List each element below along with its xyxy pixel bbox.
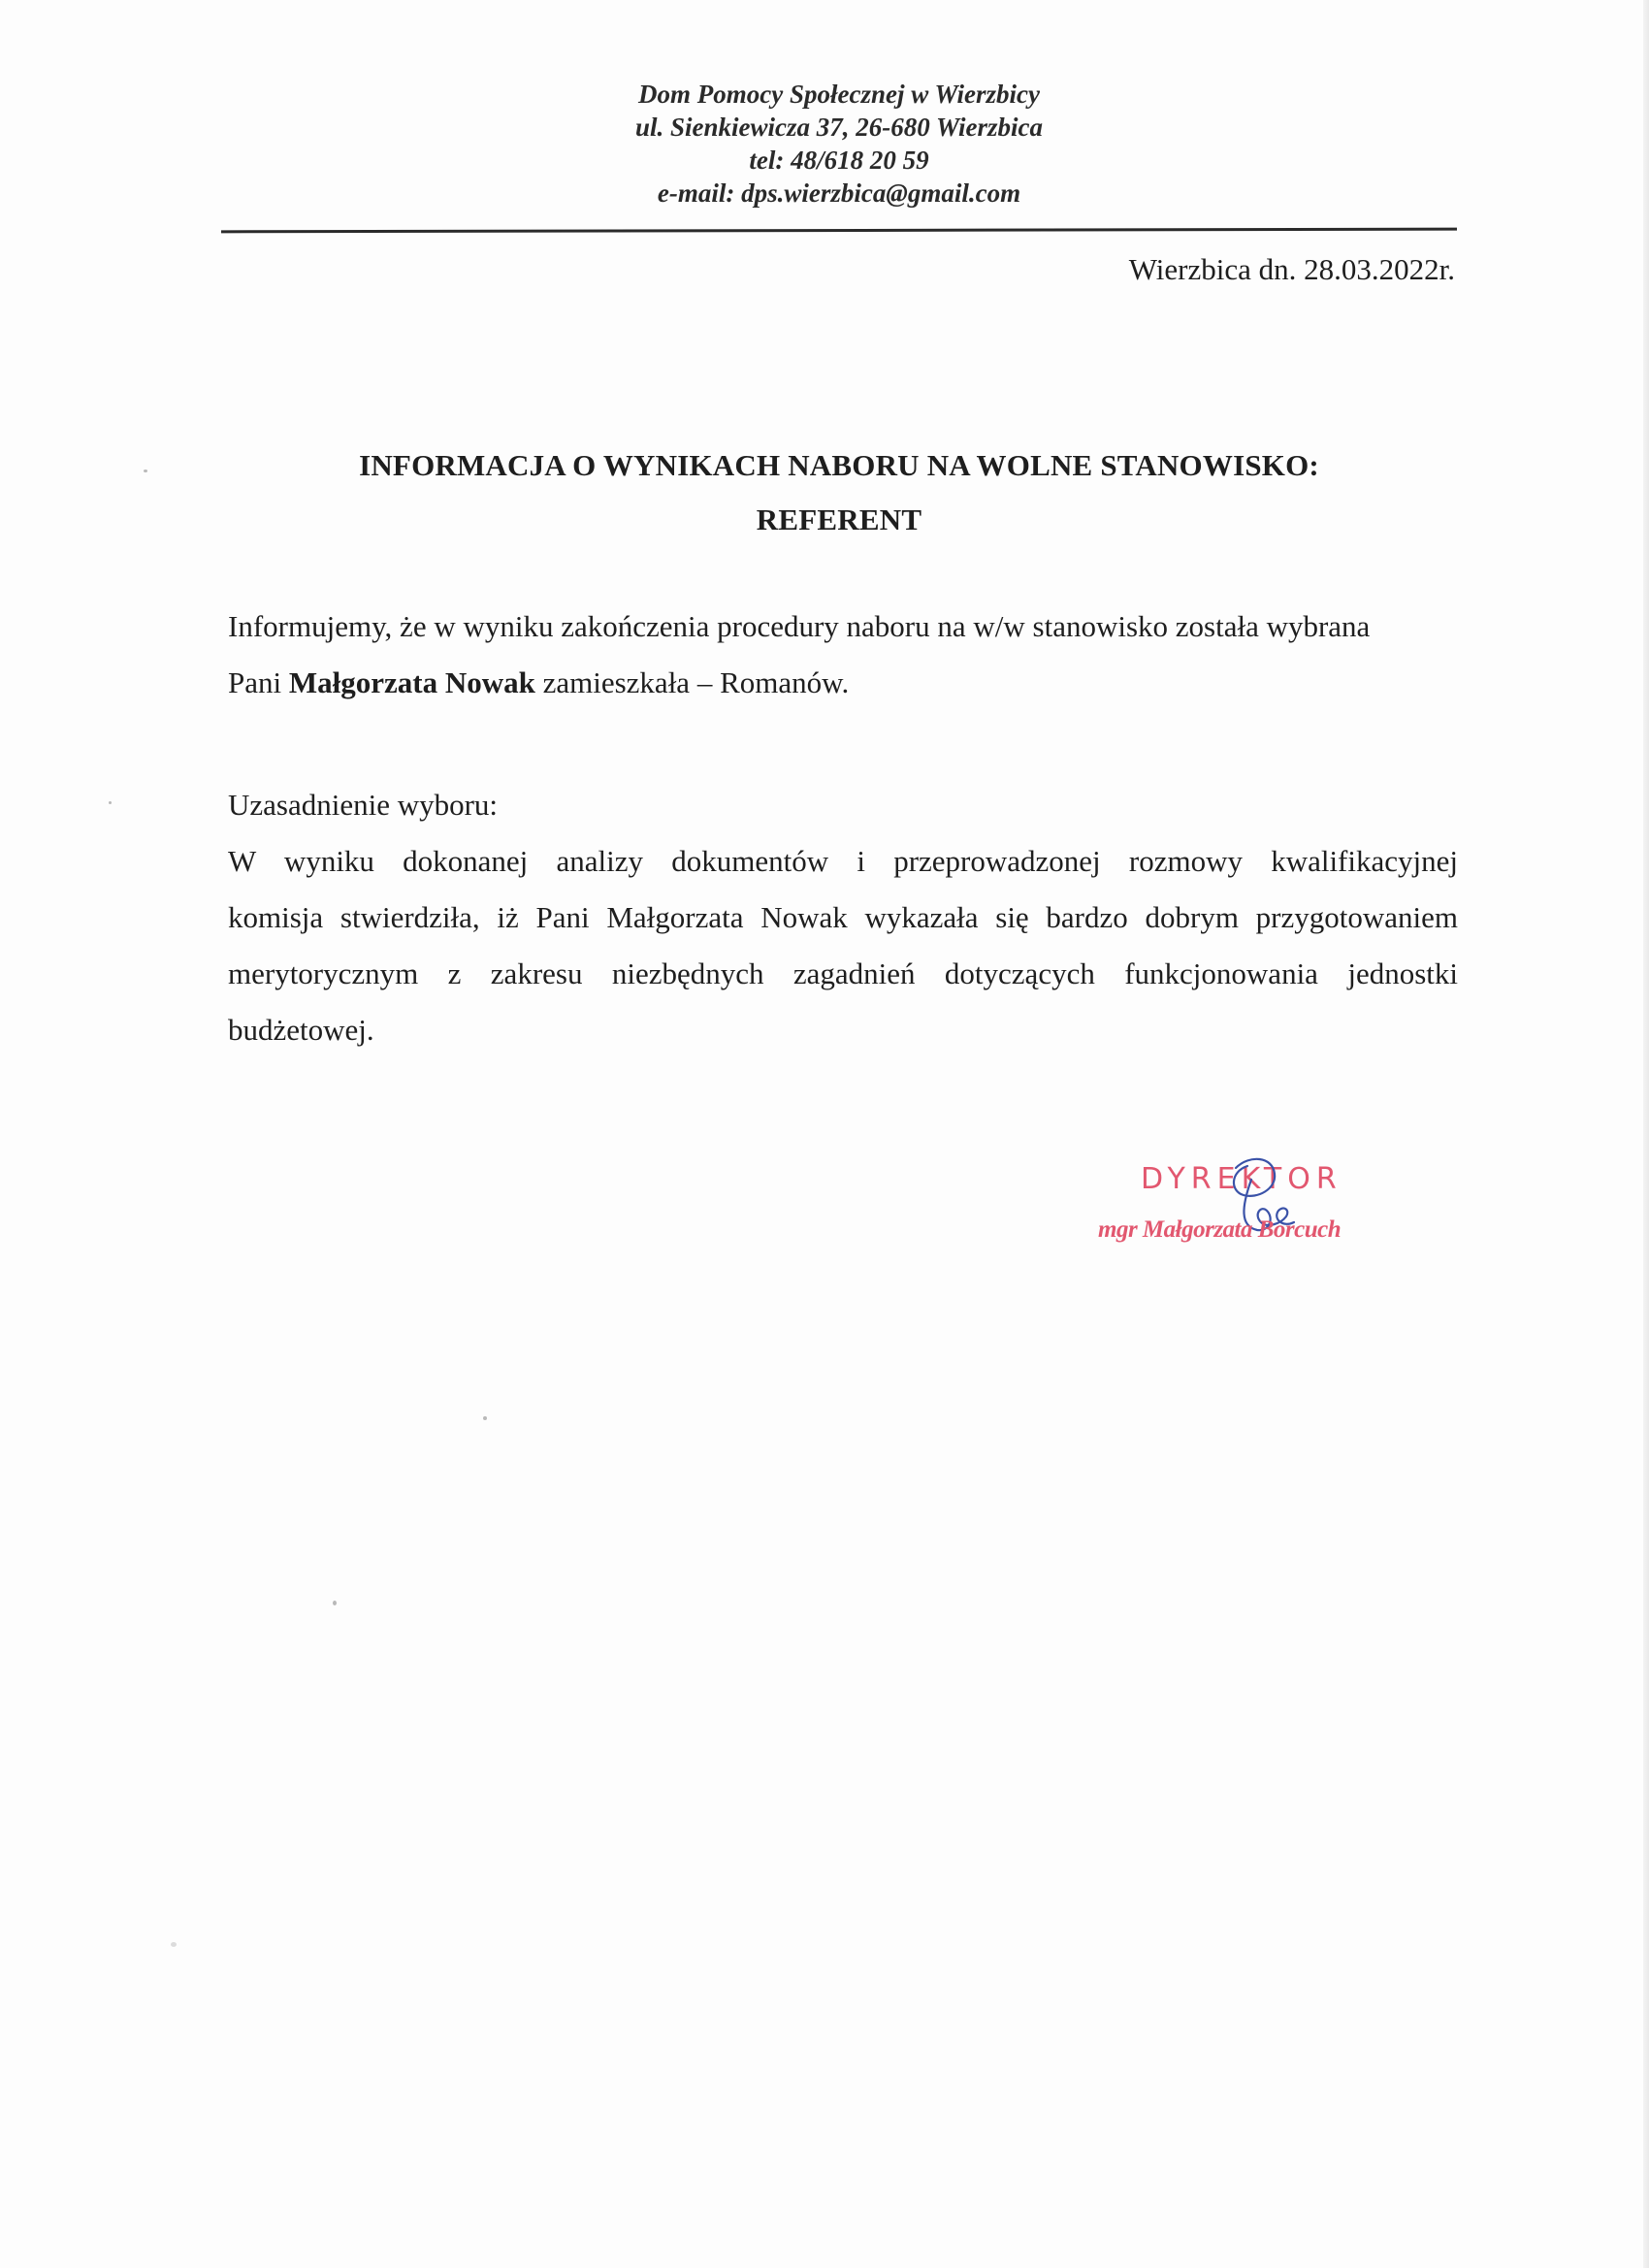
announcement-line-2	[228, 655, 1458, 711]
scan-speck	[333, 1601, 337, 1605]
justification-line-2: komisja stwierdziła, iż Pani Małgorzata Nowak wykazała się bardzo dobrym przygotowaniem	[228, 900, 1458, 934]
announcement-paragraph	[228, 599, 1458, 711]
letterhead	[223, 78, 1455, 210]
justification-line-3: merytorycznym z zakresu niezbędnych zagadnień dotyczących funkcjonowania jednostki	[228, 956, 1458, 990]
document-date: Wierzbica dn. 28.03.2022r.	[1128, 252, 1455, 286]
scan-speck	[144, 470, 147, 472]
scan-speck	[171, 1942, 177, 1947]
stamp-name: mgr Małgorzata Borcuch	[1098, 1216, 1342, 1243]
letterhead-email: e-mail: dps.wierzbica@gmail.com	[657, 178, 1021, 208]
scan-speck	[109, 801, 112, 804]
announcement-suffix: zamieszkała – Romanów.	[534, 665, 850, 699]
scan-speck	[483, 1416, 487, 1420]
title-line-1: INFORMACJA O WYNIKACH NABORU NA WOLNE STANOWISKO:	[359, 448, 1319, 482]
letterhead-divider	[221, 228, 1457, 234]
letterhead-phone: tel: 48/618 20 59	[749, 146, 929, 175]
justification-line-1: W wyniku dokonanej analizy dokumentów i przeprowadzonej rozmowy kwalifikacyjnej	[228, 844, 1458, 878]
letterhead-address: ul. Sienkiewicza 37, 26-680 Wierzbica	[634, 113, 1044, 142]
justification-paragraph	[228, 777, 1458, 1058]
letterhead-institution: Dom Pomocy Społecznej w Wierzbicy	[638, 80, 1040, 109]
announcement-prefix: Pani	[228, 665, 289, 699]
announcement-line-1: Informujemy, że w wyniku zakończenia procedury naboru na w/w stanowisko została wybrana	[228, 609, 1371, 643]
justification-line-4: budżetowej.	[228, 1013, 374, 1047]
title-line-2: REFERENT	[756, 502, 922, 536]
stamp-role: DYREKTOR	[1141, 1162, 1342, 1196]
scan-edge	[1643, 0, 1649, 2268]
candidate-name: Małgorzata Nowak	[288, 665, 535, 699]
justification-heading: Uzasadnienie wyboru:	[228, 788, 499, 822]
director-stamp	[1077, 1162, 1406, 1298]
document-title	[223, 438, 1455, 547]
